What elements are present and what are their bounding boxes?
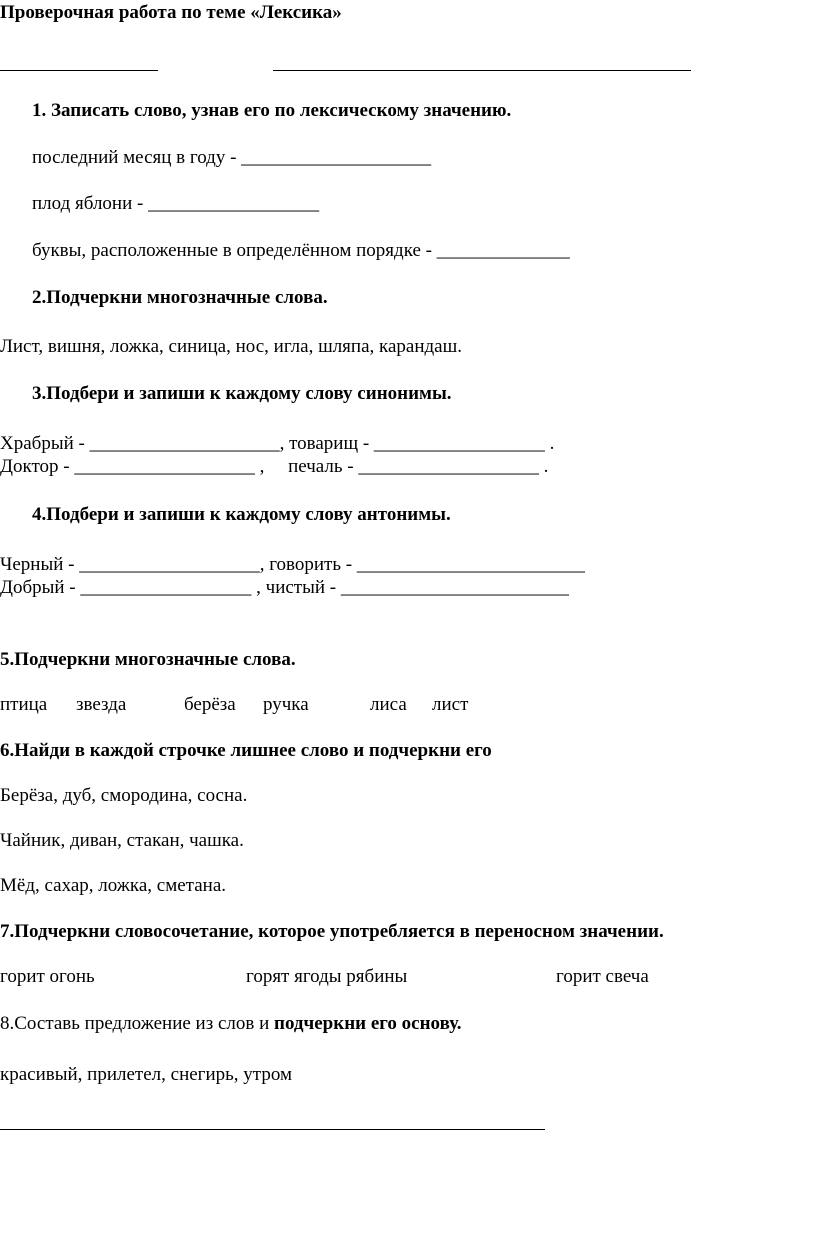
- task6-heading: 6.Найди в каждой строчке лишнее слово и подчеркни его: [0, 740, 492, 761]
- task2-text[interactable]: Лист, вишня, ложка, синица, нос, игла, шляпа, карандаш.: [0, 336, 462, 357]
- task4-line-1[interactable]: Черный - ___________________, говорить - ________________________: [0, 554, 585, 575]
- task5-word[interactable]: лист: [432, 694, 469, 715]
- task3-line-2[interactable]: Доктор - ___________________ , печаль - ___________________ .: [0, 456, 549, 477]
- task7-heading: 7.Подчеркни словосочетание, которое употребляется в переносном значении.: [0, 921, 664, 942]
- class-blank[interactable]: [273, 70, 691, 71]
- task5-word[interactable]: лиса: [370, 694, 407, 715]
- task6-line-2[interactable]: Чайник, диван, стакан, чашка.: [0, 830, 244, 851]
- task1-heading: 1. Записать слово, узнав его по лексическому значению.: [32, 100, 512, 121]
- task5-word[interactable]: птица: [0, 694, 48, 715]
- task8-heading: [0, 1013, 462, 1035]
- task4-line-2[interactable]: Добрый - __________________ , чистый - ________________________: [0, 577, 569, 598]
- task1-line-2[interactable]: плод яблони - __________________: [32, 193, 320, 214]
- task8-answer-blank[interactable]: [0, 1129, 545, 1130]
- task2-heading: 2.Подчеркни многозначные слова.: [32, 287, 328, 308]
- task8-heading-plain: 8.Составь предложение из слов и: [0, 1013, 275, 1034]
- page-title: Проверочная работа по теме «Лексика»: [0, 2, 342, 23]
- task1-line-3[interactable]: буквы, расположенные в определённом порядке - ______________: [32, 240, 570, 261]
- name-blank[interactable]: [0, 70, 158, 71]
- task6-line-1[interactable]: Берёза, дуб, смородина, сосна.: [0, 785, 248, 806]
- task7-option-1[interactable]: горит огонь: [0, 966, 95, 987]
- task3-line-1[interactable]: Храбрый - ____________________, товарищ - __________________ .: [0, 433, 555, 454]
- task4-heading: 4.Подбери и запиши к каждому слову антонимы.: [32, 504, 451, 525]
- task3-heading: 3.Подбери и запиши к каждому слову синонимы.: [32, 383, 452, 404]
- task5-heading: 5.Подчеркни многозначные слова.: [0, 649, 296, 670]
- task5-word[interactable]: звезда: [76, 694, 127, 715]
- task7-option-3[interactable]: горит свеча: [556, 966, 649, 987]
- task7-option-2[interactable]: горят ягоды рябины: [246, 966, 408, 987]
- task8-words: красивый, прилетел, снегирь, утром: [0, 1064, 292, 1085]
- task5-word[interactable]: берёза: [184, 694, 236, 715]
- task6-line-3[interactable]: Мёд, сахар, ложка, сметана.: [0, 875, 226, 896]
- task1-line-1[interactable]: последний месяц в году - ____________________: [32, 147, 432, 168]
- task5-word[interactable]: ручка: [263, 694, 309, 715]
- task8-heading-bold: подчеркни его основу.: [274, 1013, 462, 1034]
